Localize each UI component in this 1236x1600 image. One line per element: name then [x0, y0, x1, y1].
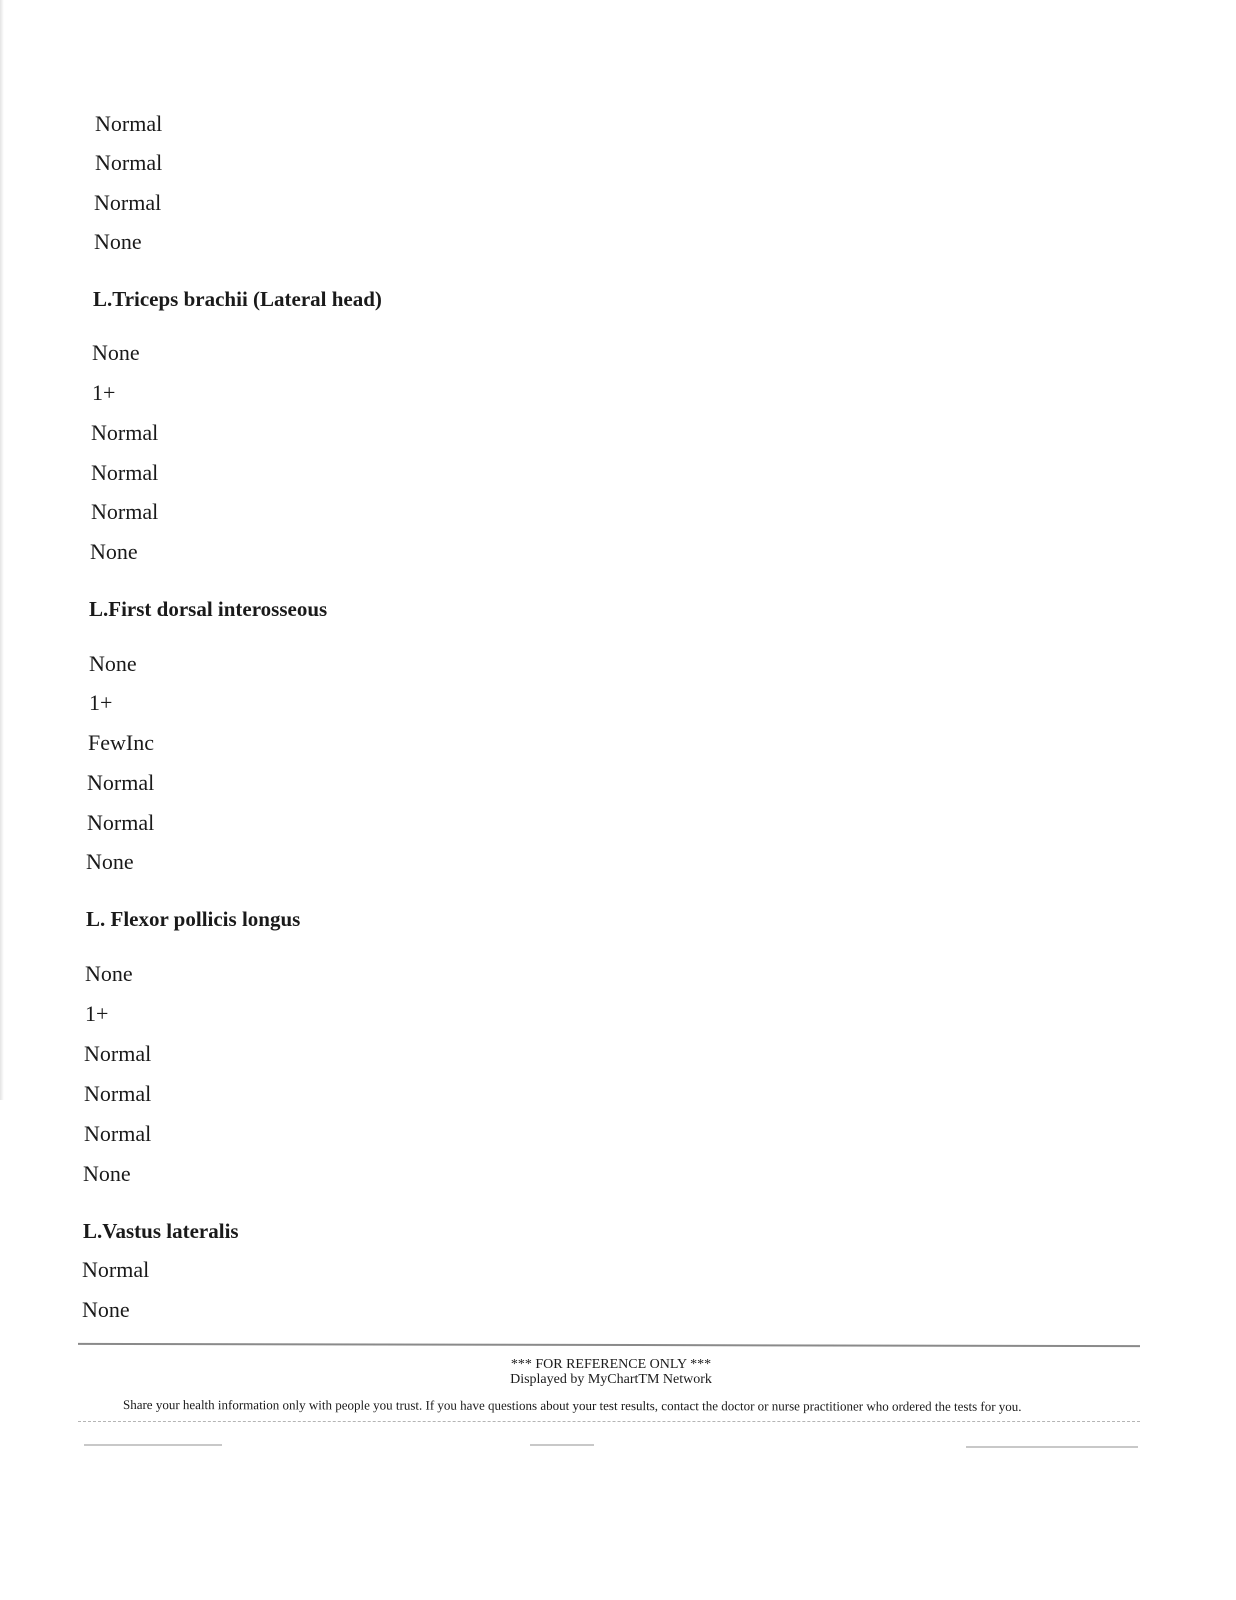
result-value: Normal — [87, 810, 155, 835]
muscle-heading: L.First dorsal interosseous — [89, 597, 328, 621]
result-value: Normal — [91, 420, 159, 445]
print-line-center-fragment — [530, 1444, 594, 1446]
result-value: Normal — [91, 460, 159, 485]
result-value: None — [89, 651, 137, 676]
footer-divider-top — [78, 1343, 1140, 1347]
result-value: FewInc — [88, 730, 154, 755]
muscle-heading: L.Triceps brachii (Lateral head) — [93, 287, 382, 311]
print-line-left-fragment — [84, 1444, 222, 1446]
result-value: Normal — [82, 1257, 150, 1282]
result-value: 1+ — [85, 1001, 109, 1026]
result-value: Normal — [95, 111, 163, 136]
result-value: None — [92, 340, 140, 365]
result-value: 1+ — [92, 380, 116, 405]
result-value: None — [94, 229, 142, 254]
result-value: Normal — [91, 499, 159, 524]
result-value: 1+ — [89, 690, 113, 715]
result-value: None — [83, 1161, 131, 1186]
displayed-by: Displayed by MyChartTM Network — [510, 1372, 712, 1387]
result-value: Normal — [84, 1121, 152, 1146]
scan-edge — [0, 0, 4, 1100]
result-value: None — [85, 961, 133, 986]
result-value: Normal — [84, 1041, 152, 1066]
result-value: Normal — [84, 1081, 152, 1106]
muscle-heading: L. Flexor pollicis longus — [86, 907, 301, 931]
disclaimer: Share your health information only with people you trust. If you have questions about your test results, contact the doctor or nurse practitioner who ordered the tests for you. — [122, 1397, 1022, 1414]
result-value: None — [82, 1297, 130, 1322]
print-line-right-fragment — [966, 1446, 1138, 1448]
muscle-heading: L.Vastus lateralis — [83, 1219, 239, 1243]
result-value: Normal — [95, 150, 163, 175]
result-value: None — [86, 849, 134, 874]
result-value: None — [90, 539, 138, 564]
footer-divider-bottom — [78, 1421, 1140, 1422]
result-value: Normal — [87, 770, 155, 795]
result-value: Normal — [94, 190, 162, 215]
reference-notice: *** FOR REFERENCE ONLY *** — [510, 1357, 712, 1372]
